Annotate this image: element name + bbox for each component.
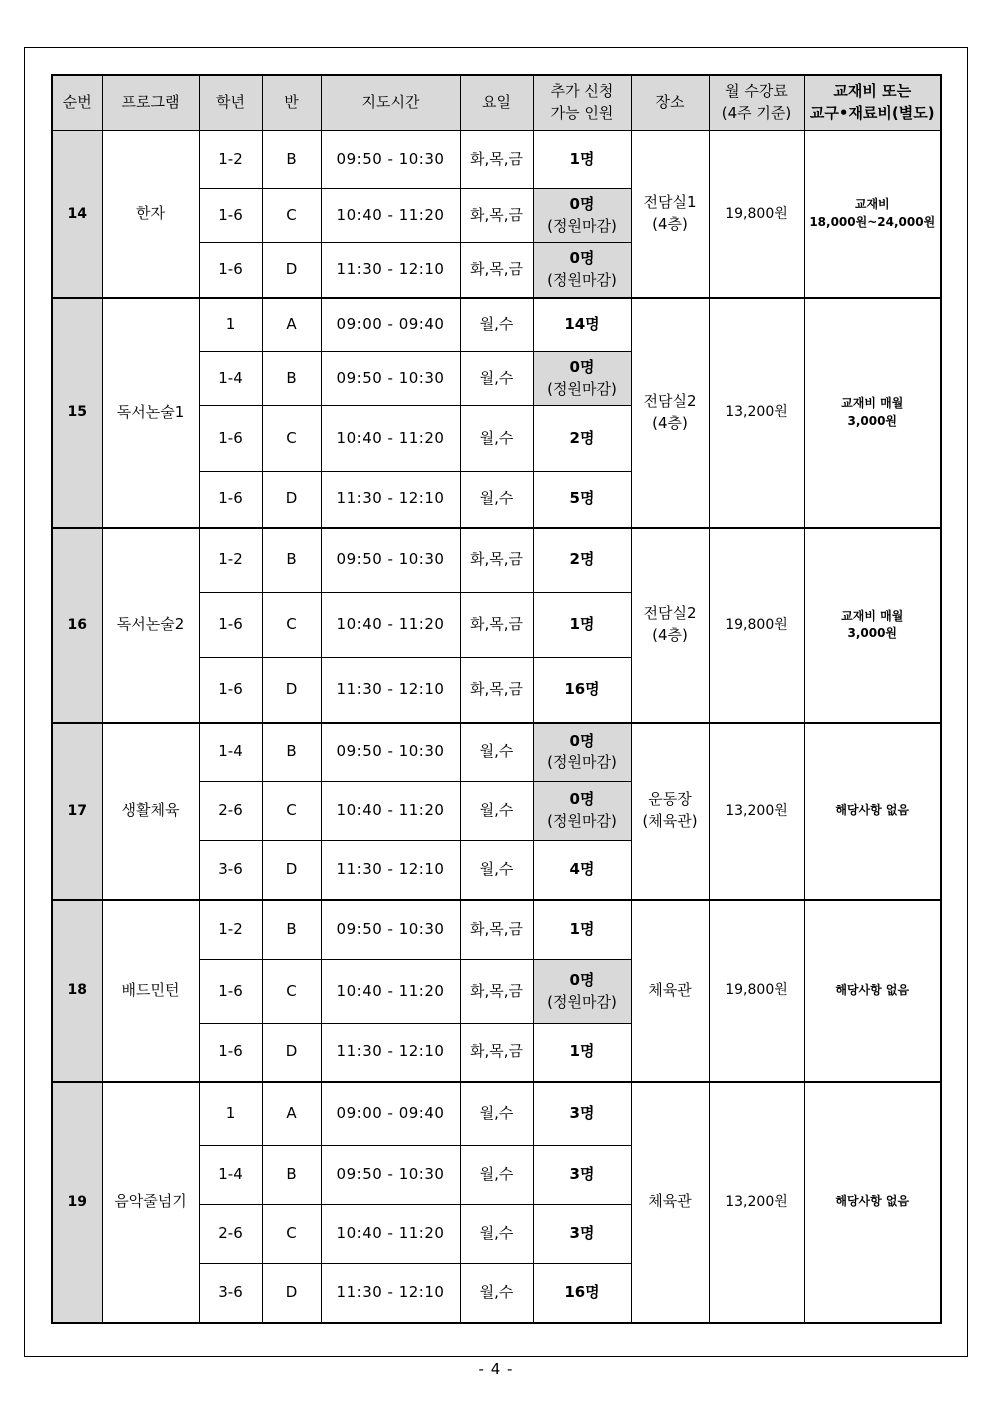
materials-fee-cell [804,1082,941,1323]
program-name: 한자 [102,131,199,298]
table-body [52,131,941,1323]
class-cell: C [262,593,321,658]
place-cell [631,298,709,528]
materials-fee-cell [804,131,941,298]
grade-cell: 1-6 [199,406,262,472]
closed-label: (정원마감) [547,753,617,772]
class-cell: D [262,1264,321,1323]
days-cell: 화,목,금 [460,960,533,1024]
program-seq-number: 18 [52,900,102,1082]
header-grade: 학년 [199,75,262,131]
grade-cell: 3-6 [199,1264,262,1323]
time-cell: 09:50 - 10:30 [321,723,460,782]
place-name: 전담실2 [643,604,697,623]
grade-cell: 1-4 [199,1146,262,1205]
availability-cell: 3명 [533,1205,631,1264]
class-cell: B [262,131,321,189]
grade-cell: 1-6 [199,243,262,298]
availability-count: 0명 [569,970,595,989]
availability-cell [533,352,631,406]
availability-cell: 16명 [533,658,631,723]
class-cell: C [262,189,321,243]
availability-cell: 2명 [533,406,631,472]
program-seq-number: 14 [52,131,102,298]
grade-cell: 1-6 [199,593,262,658]
time-cell: 09:50 - 10:30 [321,900,460,960]
materials-amount: 18,000원~24,000원 [809,214,936,229]
days-cell: 월,수 [460,406,533,472]
days-cell: 월,수 [460,1205,533,1264]
materials-fee-cell [804,900,941,1082]
class-cell: C [262,782,321,841]
class-cell: D [262,243,321,298]
availability-cell: 16명 [533,1264,631,1323]
availability-count: 0명 [569,357,595,376]
availability-cell [533,189,631,243]
grade-cell: 1-2 [199,900,262,960]
program-name: 생활체육 [102,723,199,900]
header-fee-line2: (4주 기준) [721,104,792,122]
time-cell: 11:30 - 12:10 [321,472,460,528]
availability-cell: 2명 [533,528,631,593]
table-row [52,528,941,593]
grade-cell: 1-6 [199,472,262,528]
availability-cell: 3명 [533,1146,631,1205]
class-cell: A [262,1082,321,1146]
class-cell: D [262,472,321,528]
place-cell [631,528,709,723]
monthly-fee-cell: 13,200원 [709,723,804,900]
closed-label: (정원마감) [547,379,617,398]
class-cell: B [262,900,321,960]
availability-cell: 5명 [533,472,631,528]
place-cell [631,1082,709,1323]
days-cell: 월,수 [460,723,533,782]
days-cell: 월,수 [460,1264,533,1323]
monthly-fee-cell: 19,800원 [709,900,804,1082]
place-name: 체육관 [648,1192,692,1211]
availability-cell [533,243,631,298]
days-cell: 월,수 [460,1146,533,1205]
header-materials [804,75,941,131]
header-place: 장소 [631,75,709,131]
table-row [52,298,941,352]
grade-cell: 1-4 [199,352,262,406]
grade-cell: 3-6 [199,841,262,900]
time-cell: 09:50 - 10:30 [321,352,460,406]
class-cell: D [262,658,321,723]
days-cell: 월,수 [460,782,533,841]
page-number: - 4 - [478,1360,514,1378]
days-cell: 화,목,금 [460,243,533,298]
materials-note: 해당사항 없음 [835,803,910,818]
class-cell: B [262,1146,321,1205]
availability-count: 0명 [569,194,595,213]
header-materials-line1: 교재비 또는 [833,82,912,101]
availability-cell: 1명 [533,900,631,960]
monthly-fee-cell: 13,200원 [709,298,804,528]
time-cell: 10:40 - 11:20 [321,593,460,658]
closed-label: (정원마감) [547,812,617,830]
program-seq-number: 16 [52,528,102,723]
grade-cell: 1-2 [199,528,262,593]
closed-label: (정원마감) [547,992,617,1011]
table-row [52,1082,941,1146]
availability-cell [533,782,631,841]
place-floor: (4층) [652,626,688,644]
materials-note: 교재비 매월 [841,608,904,623]
time-cell: 09:50 - 10:30 [321,131,460,189]
materials-note: 해당사항 없음 [835,982,910,997]
header-availability-line2: 가능 인원 [550,104,614,122]
time-cell: 09:50 - 10:30 [321,1146,460,1205]
time-cell: 11:30 - 12:10 [321,841,460,900]
availability-cell: 1명 [533,593,631,658]
table-row [52,723,941,782]
class-cell: B [262,352,321,406]
availability-count: 0명 [569,731,595,750]
availability-cell [533,723,631,782]
program-schedule-table [51,74,942,1324]
table-header-row [52,75,941,131]
header-materials-line2: 교구•재료비(별도) [809,104,935,122]
program-seq-number: 17 [52,723,102,900]
closed-label: (정원마감) [547,216,617,235]
header-days: 요일 [460,75,533,131]
time-cell: 11:30 - 12:10 [321,1264,460,1323]
class-cell: D [262,1024,321,1082]
materials-amount: 3,000원 [847,626,898,640]
time-cell: 10:40 - 11:20 [321,406,460,472]
time-cell: 10:40 - 11:20 [321,189,460,243]
place-name: 전담실1 [643,193,697,211]
availability-cell: 4명 [533,841,631,900]
grade-cell: 1-4 [199,723,262,782]
grade-cell: 1-6 [199,1024,262,1082]
class-cell: B [262,528,321,593]
table-row [52,900,941,960]
place-name: 운동장 [648,790,692,809]
grade-cell: 1 [199,298,262,352]
materials-fee-cell [804,298,941,528]
materials-note: 해당사항 없음 [835,1194,910,1209]
place-cell [631,131,709,298]
program-name: 배드민턴 [102,900,199,1082]
class-cell: C [262,960,321,1024]
days-cell: 화,목,금 [460,189,533,243]
table-row [52,131,941,189]
availability-count: 0명 [569,249,595,267]
time-cell: 10:40 - 11:20 [321,782,460,841]
time-cell: 10:40 - 11:20 [321,960,460,1024]
monthly-fee-cell: 13,200원 [709,1082,804,1323]
availability-cell: 3명 [533,1082,631,1146]
time-cell: 09:50 - 10:30 [321,528,460,593]
availability-cell: 1명 [533,131,631,189]
class-cell: D [262,841,321,900]
days-cell: 화,목,금 [460,528,533,593]
program-name: 독서논술1 [102,298,199,528]
program-name: 음악줄넘기 [102,1082,199,1323]
header-availability [533,75,631,131]
days-cell: 월,수 [460,352,533,406]
materials-fee-cell [804,723,941,900]
place-cell [631,900,709,1082]
time-cell: 11:30 - 12:10 [321,243,460,298]
days-cell: 월,수 [460,1082,533,1146]
monthly-fee-cell: 19,800원 [709,528,804,723]
availability-cell [533,960,631,1024]
days-cell: 화,목,금 [460,131,533,189]
time-cell: 09:00 - 09:40 [321,1082,460,1146]
grade-cell: 1-6 [199,189,262,243]
days-cell: 화,목,금 [460,658,533,723]
materials-amount: 3,000원 [847,413,898,428]
program-name: 독서논술2 [102,528,199,723]
days-cell: 화,목,금 [460,593,533,658]
time-cell: 11:30 - 12:10 [321,1024,460,1082]
header-availability-line1: 추가 신청 [550,82,614,101]
grade-cell: 1-6 [199,658,262,723]
availability-cell: 1명 [533,1024,631,1082]
closed-label: (정원마감) [547,270,617,289]
header-time: 지도시간 [321,75,460,131]
grade-cell: 2-6 [199,782,262,841]
header-seq: 순번 [52,75,102,131]
place-name: 전담실2 [643,391,697,410]
time-cell: 10:40 - 11:20 [321,1205,460,1264]
time-cell: 11:30 - 12:10 [321,658,460,723]
header-program: 프로그램 [102,75,199,131]
days-cell: 월,수 [460,841,533,900]
program-seq-number: 19 [52,1082,102,1323]
header-fee-line1: 월 수강료 [725,82,788,101]
time-cell: 09:00 - 09:40 [321,298,460,352]
class-cell: B [262,723,321,782]
grade-cell: 1-6 [199,960,262,1024]
class-cell: A [262,298,321,352]
days-cell: 화,목,금 [460,1024,533,1082]
monthly-fee-cell: 19,800원 [709,131,804,298]
class-cell: C [262,1205,321,1264]
place-cell [631,723,709,900]
place-floor: (4층) [652,214,688,233]
class-cell: C [262,406,321,472]
materials-note: 교재비 매월 [841,396,904,411]
days-cell: 화,목,금 [460,900,533,960]
place-floor: (4층) [652,413,688,432]
grade-cell: 2-6 [199,1205,262,1264]
place-name: 체육관 [648,980,692,999]
availability-count: 0명 [569,790,595,809]
days-cell: 월,수 [460,298,533,352]
days-cell: 월,수 [460,472,533,528]
header-fee [709,75,804,131]
availability-cell: 14명 [533,298,631,352]
place-floor: (체육관) [642,812,698,830]
header-class: 반 [262,75,321,131]
program-seq-number: 15 [52,298,102,528]
materials-note: 교재비 [854,197,890,212]
materials-fee-cell [804,528,941,723]
grade-cell: 1 [199,1082,262,1146]
grade-cell: 1-2 [199,131,262,189]
